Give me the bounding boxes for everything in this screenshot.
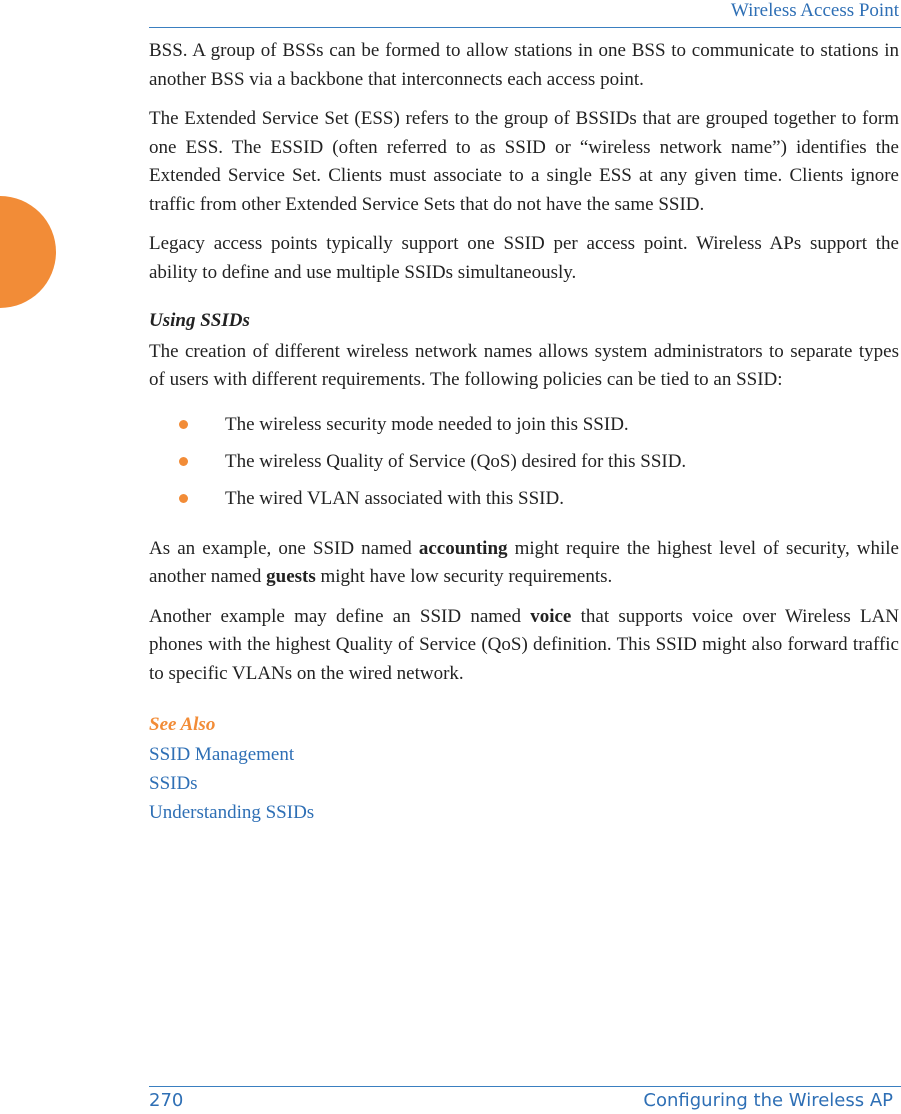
page-content bbox=[149, 37, 899, 827]
text-run: might have low security requirements. bbox=[315, 566, 613, 587]
text-run: that supports voice over Wireless LAN phones with the highest Quality of Service (QoS) definition. This SSID might also forward traffic to specific VLANs on the wired network. bbox=[149, 605, 899, 684]
text-run: As an example, one SSID named bbox=[149, 537, 419, 559]
paragraph-legacy: Legacy access points typically support one SSID per access point. Wireless APs support the ability to define and use multiple SSIDs simultaneously. bbox=[149, 233, 899, 283]
list-item-text: The wired VLAN associated with this SSID. bbox=[225, 487, 564, 509]
policy-list bbox=[149, 406, 899, 517]
bullet-dot-icon bbox=[179, 457, 188, 466]
paragraph-voice-example bbox=[149, 603, 899, 689]
text-run: Another example may define an SSID named bbox=[149, 605, 531, 627]
text-run: might require the highest level of security, while another named bbox=[149, 537, 899, 587]
running-header-title: Wireless Access Point bbox=[730, 0, 899, 21]
chapter-tab-marker bbox=[0, 196, 56, 308]
paragraph-bss: BSS. A group of BSSs can be formed to allow stations in one BSS to communicate to stations in another BSS via a backbone that interconnects each access point. bbox=[149, 40, 899, 90]
paragraph-policies: The creation of different wireless network names allows system administrators to separate types of users with different requirements. The following policies can be tied to an SSID: bbox=[149, 340, 899, 390]
ssid-name-guests: guests bbox=[266, 566, 316, 587]
paragraph-accounting-example bbox=[149, 535, 899, 592]
footer-chapter-title: Configuring the Wireless AP bbox=[643, 1090, 893, 1111]
header-rule bbox=[149, 27, 901, 28]
page-number: 270 bbox=[149, 1090, 184, 1111]
list-item-text: The wireless Quality of Service (QoS) desired for this SSID. bbox=[225, 450, 687, 472]
see-also-heading: See Also bbox=[149, 714, 216, 735]
paragraph-ess: The Extended Service Set (ESS) refers to the group of BSSIDs that are grouped together to form one ESS. The ESSID (often referred to as SSID or “wireless network name”) identifies the Extended Service Set. Clients must associate to a single ESS at any given time. Clients ignore traffic from other Extended Service Sets that do not have the same SSID. bbox=[149, 108, 899, 215]
ssid-name-voice: voice bbox=[530, 605, 572, 627]
see-also-link-ssids[interactable]: SSIDs bbox=[149, 773, 198, 794]
ssid-name-accounting: accounting bbox=[418, 537, 508, 559]
list-item bbox=[149, 406, 899, 443]
list-item bbox=[149, 443, 899, 480]
see-also-link-understanding-ssids[interactable]: Understanding SSIDs bbox=[149, 802, 315, 823]
list-item-text: The wireless security mode needed to join this SSID. bbox=[225, 413, 629, 435]
bullet-dot-icon bbox=[179, 494, 188, 503]
see-also-link-ssid-management[interactable]: SSID Management bbox=[149, 744, 295, 765]
subheading-using-ssids: Using SSIDs bbox=[149, 310, 250, 331]
bullet-dot-icon bbox=[179, 420, 188, 429]
footer-rule bbox=[149, 1086, 901, 1087]
list-item bbox=[149, 480, 899, 517]
